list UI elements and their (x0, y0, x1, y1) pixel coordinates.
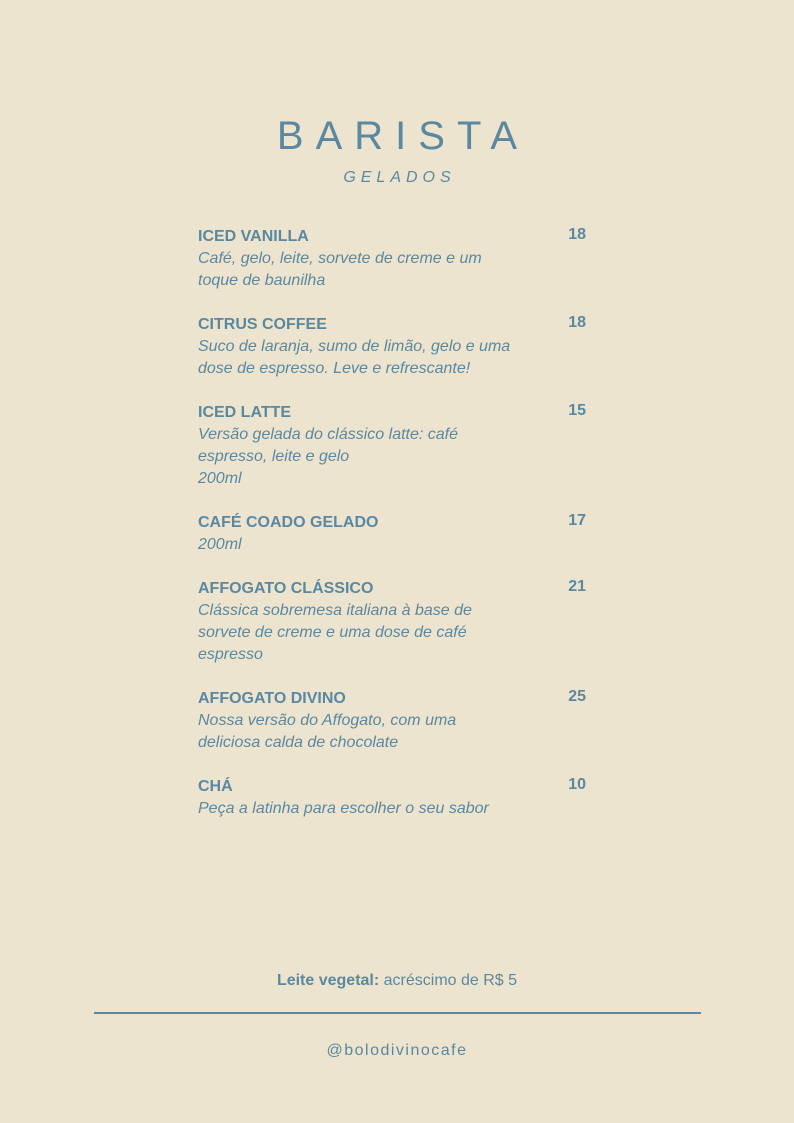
item-price: 17 (568, 512, 586, 529)
item-price: 18 (568, 314, 586, 331)
item-description: espresso (198, 646, 263, 663)
plant-milk-note (0, 970, 794, 992)
menu-item (198, 226, 588, 292)
item-name: CAFÉ COADO GELADO (198, 514, 379, 531)
page-title: BARISTA (276, 114, 530, 158)
menu-list (198, 226, 588, 842)
item-name: CHÁ (198, 778, 233, 795)
item-description: Clássica sobremesa italiana à base de (198, 602, 472, 619)
menu-item (198, 314, 588, 380)
item-description: Café, gelo, leite, sorvete de creme e um (198, 250, 482, 267)
item-name: ICED VANILLA (198, 228, 309, 245)
item-description: espresso, leite e gelo (198, 448, 350, 465)
menu-item (198, 578, 588, 666)
item-volume: 200ml (198, 470, 242, 487)
item-description: dose de espresso. Leve e refrescante! (198, 360, 471, 377)
item-price: 18 (568, 226, 586, 243)
item-name: ICED LATTE (198, 404, 292, 421)
item-price: 10 (568, 776, 586, 793)
item-description: toque de baunilha (198, 272, 326, 289)
item-description: sorvete de creme e uma dose de café (198, 624, 467, 641)
item-description: deliciosa calda de chocolate (198, 734, 399, 751)
section-subtitle: GELADOS (343, 169, 456, 186)
item-name: AFFOGATO CLÁSSICO (198, 580, 374, 597)
menu-item (198, 402, 588, 490)
item-price: 15 (568, 402, 586, 419)
note-label: Leite vegetal: (276, 972, 380, 989)
menu-item (198, 776, 588, 820)
item-volume: 200ml (198, 536, 242, 553)
item-description: Peça a latinha para escolher o seu sabor (198, 800, 489, 817)
social-handle: @bolodivinocafe (326, 1042, 468, 1059)
menu-item (198, 512, 588, 556)
note-text: acréscimo de R$ 5 (379, 972, 518, 989)
menu-item (198, 688, 588, 754)
item-price: 25 (568, 688, 586, 705)
divider (94, 1012, 701, 1014)
item-price: 21 (568, 578, 586, 595)
item-name: AFFOGATO DIVINO (198, 690, 346, 707)
item-description: Versão gelada do clássico latte: café (198, 426, 459, 443)
item-description: Suco de laranja, sumo de limão, gelo e uma (198, 338, 511, 355)
item-name: CITRUS COFFEE (198, 316, 327, 333)
item-description: Nossa versão do Affogato, com uma (198, 712, 457, 729)
